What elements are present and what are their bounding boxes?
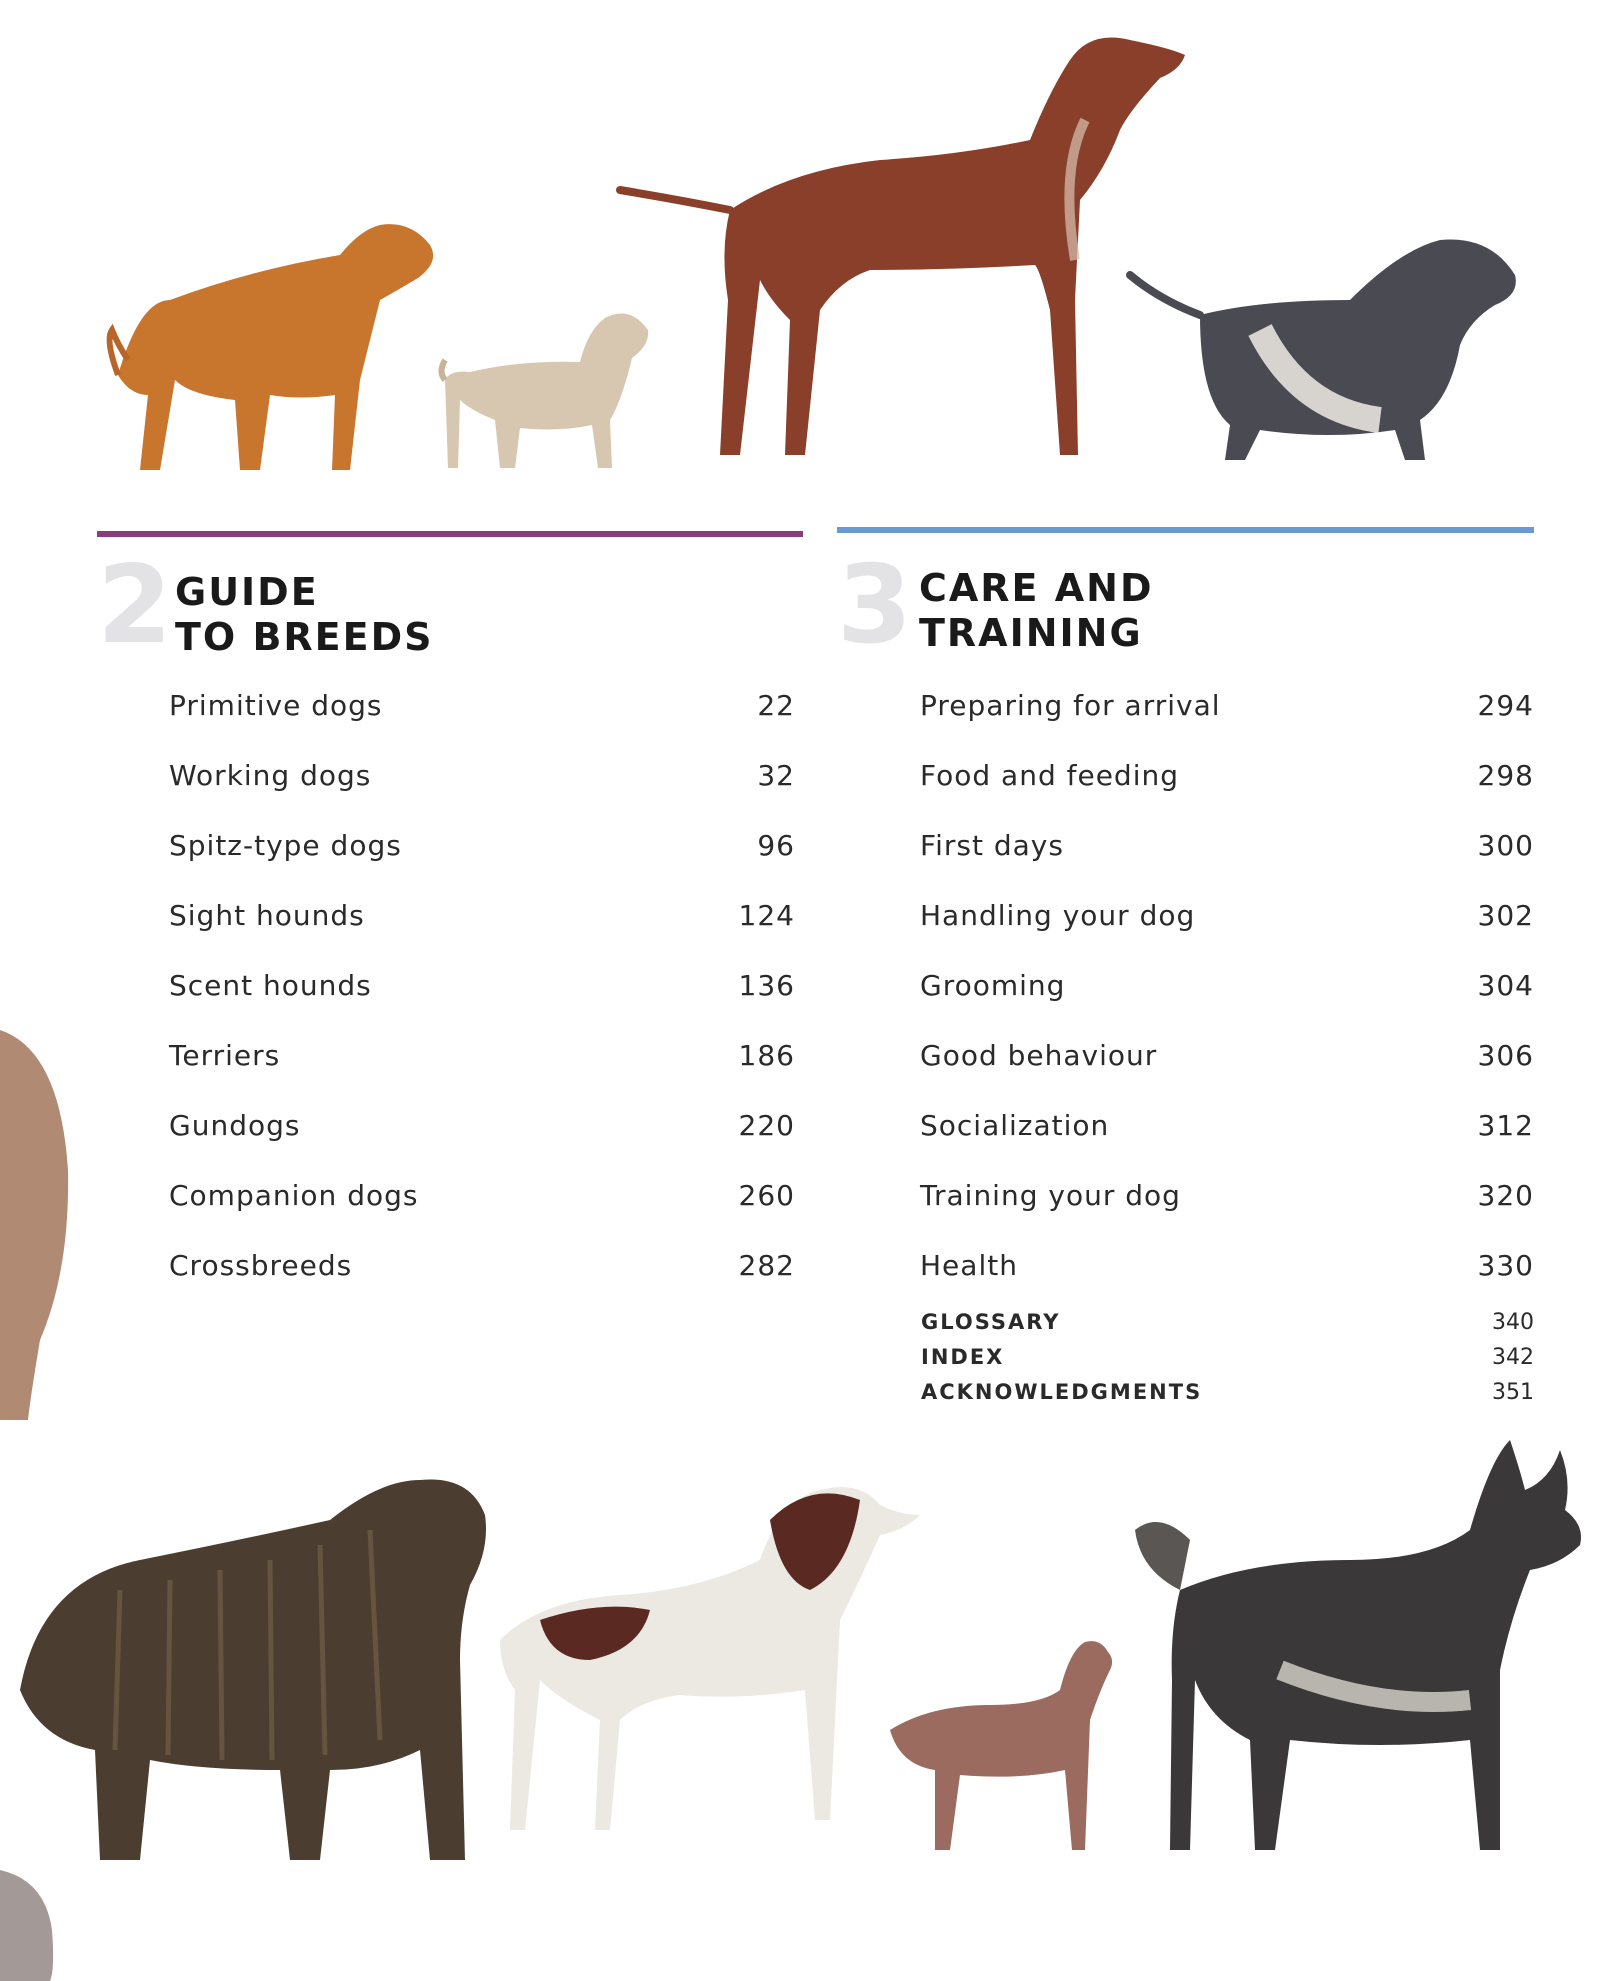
- section-heading: [837, 543, 1534, 670]
- toc-list: [837, 670, 1534, 1300]
- partial-dog-edge-bottom-photo: [0, 1860, 60, 1981]
- toc-entry-page: 320: [1477, 1178, 1534, 1212]
- section-care-and-training: [837, 543, 1534, 1415]
- toc-entry-label: Grooming: [920, 968, 1066, 1002]
- toc-entry[interactable]: [97, 1020, 803, 1090]
- basset-griffon-photo: [1130, 239, 1516, 460]
- section-number: 3: [837, 543, 913, 668]
- small-longhaired-dog-photo: [442, 314, 649, 468]
- toc-entry[interactable]: [97, 670, 803, 740]
- section-title: GUIDE TO BREEDS: [175, 570, 434, 659]
- toc-entry-label: Socialization: [920, 1108, 1110, 1142]
- toc-entry-page: 22: [757, 688, 795, 722]
- back-matter-entry[interactable]: [837, 1380, 1534, 1415]
- toc-list: [97, 670, 803, 1300]
- toc-entry-page: 96: [757, 828, 795, 862]
- toc-entry[interactable]: [837, 1090, 1534, 1160]
- toc-entry-label: Handling your dog: [920, 898, 1196, 932]
- toc-entry-label: Scent hounds: [169, 968, 372, 1002]
- toc-entry-label: Sight hounds: [169, 898, 365, 932]
- back-matter-entry[interactable]: [837, 1345, 1534, 1380]
- spaniel-photo: [500, 1487, 920, 1830]
- toc-entry-page: 282: [738, 1248, 795, 1282]
- section-2-rule: [97, 531, 803, 537]
- back-matter-list: [837, 1310, 1534, 1415]
- spitz-husky-photo: [1135, 1440, 1581, 1850]
- toc-entry[interactable]: [97, 1090, 803, 1160]
- toc-entry[interactable]: [837, 1160, 1534, 1230]
- toc-entry-page: 302: [1477, 898, 1534, 932]
- toc-entry-page: 298: [1477, 758, 1534, 792]
- toc-entry-page: 330: [1477, 1248, 1534, 1282]
- toc-entry-page: 186: [738, 1038, 795, 1072]
- back-matter-label: INDEX: [921, 1345, 1005, 1369]
- toc-entry[interactable]: [837, 670, 1534, 740]
- toc-entry[interactable]: [97, 1230, 803, 1300]
- toc-entry-page: 294: [1477, 688, 1534, 722]
- section-guide-to-breeds: [97, 543, 803, 1300]
- toc-entry-page: 220: [738, 1108, 795, 1142]
- toc-entry-label: Spitz-type dogs: [169, 828, 402, 862]
- toc-entry[interactable]: [837, 1020, 1534, 1090]
- staffordshire-terrier-photo: [110, 224, 434, 470]
- section-3-rule: [837, 527, 1534, 533]
- back-matter-page: 351: [1492, 1380, 1534, 1405]
- back-matter-page: 342: [1492, 1345, 1534, 1370]
- toc-entry-label: Health: [920, 1248, 1018, 1282]
- back-matter-page: 340: [1492, 1310, 1534, 1335]
- toc-entry-page: 304: [1477, 968, 1534, 1002]
- back-matter-entry[interactable]: [837, 1310, 1534, 1345]
- toc-entry-label: Terriers: [169, 1038, 281, 1072]
- toc-entry[interactable]: [837, 1230, 1534, 1300]
- toc-entry-page: 124: [738, 898, 795, 932]
- back-matter-label: GLOSSARY: [921, 1310, 1061, 1334]
- toc-entry-label: Gundogs: [169, 1108, 301, 1142]
- top-dog-photos: [0, 0, 1614, 480]
- toc-entry-page: 260: [738, 1178, 795, 1212]
- toc-entry[interactable]: [97, 810, 803, 880]
- toc-entry-label: Good behaviour: [920, 1038, 1158, 1072]
- section-title: CARE AND TRAINING: [919, 566, 1154, 655]
- toc-entry[interactable]: [837, 880, 1534, 950]
- hairless-dog-photo: [890, 1641, 1112, 1850]
- toc-entry-label: Preparing for arrival: [920, 688, 1221, 722]
- toc-entry[interactable]: [837, 810, 1534, 880]
- toc-entry[interactable]: [97, 880, 803, 950]
- toc-entry-label: First days: [920, 828, 1064, 862]
- toc-entry-page: 312: [1477, 1108, 1534, 1142]
- toc-entry-label: Food and feeding: [920, 758, 1180, 792]
- back-matter-label: ACKNOWLEDGMENTS: [921, 1380, 1203, 1404]
- toc-entry-label: Companion dogs: [169, 1178, 419, 1212]
- toc-entry[interactable]: [97, 1160, 803, 1230]
- toc-entry-label: Crossbreeds: [169, 1248, 353, 1282]
- corded-sheepdog-photo: [20, 1479, 486, 1860]
- toc-entry[interactable]: [97, 740, 803, 810]
- toc-entry-page: 32: [757, 758, 795, 792]
- toc-entry-page: 136: [738, 968, 795, 1002]
- toc-entry-label: Working dogs: [169, 758, 372, 792]
- toc-entry-page: 306: [1477, 1038, 1534, 1072]
- toc-entry[interactable]: [837, 740, 1534, 810]
- partial-dog-edge-photo: [0, 1010, 80, 1430]
- bottom-dog-photos: [0, 1420, 1614, 1981]
- toc-entry-label: Primitive dogs: [169, 688, 383, 722]
- toc-entry[interactable]: [97, 950, 803, 1020]
- section-heading: [97, 543, 803, 670]
- toc-entry-label: Training your dog: [920, 1178, 1181, 1212]
- pointer-hound-photo: [620, 38, 1185, 456]
- toc-entry[interactable]: [837, 950, 1534, 1020]
- toc-entry-page: 300: [1477, 828, 1534, 862]
- section-number: 2: [97, 543, 173, 668]
